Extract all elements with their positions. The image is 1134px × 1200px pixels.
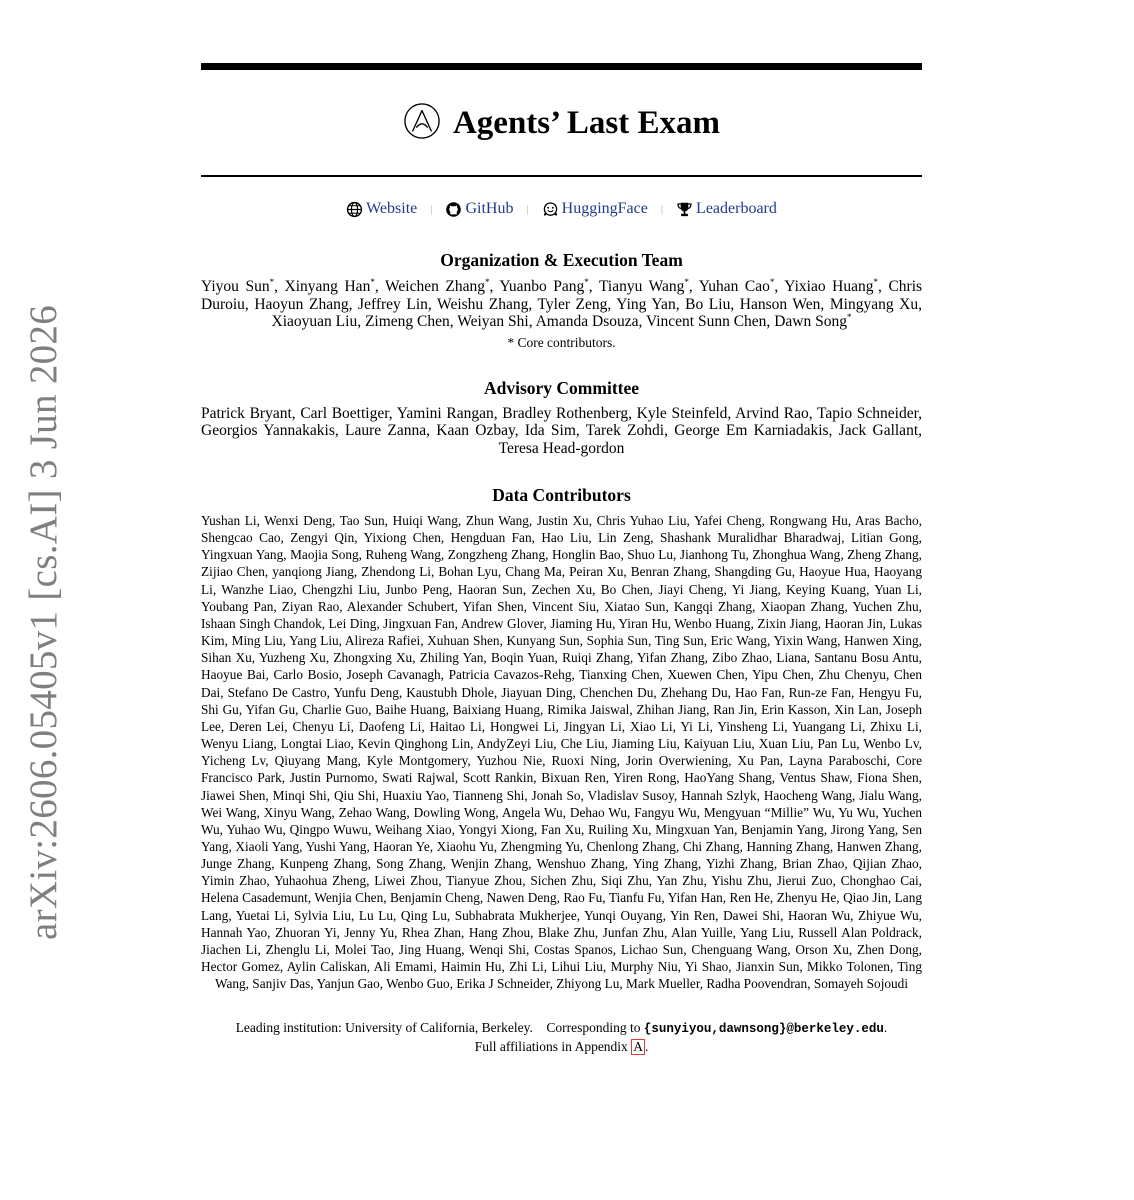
core-marker: * [370,277,375,287]
title-block [201,70,922,175]
core-author: Yuanbo Pang [499,278,585,295]
core-marker: * [873,277,878,287]
appendix-link[interactable]: A [633,1039,643,1055]
github-link[interactable] [445,199,513,219]
core-author: Weichen Zhang [385,278,485,295]
core-author: Yuhan Cao [698,278,770,295]
core-marker: * [584,277,589,287]
paper-title: Agents’ Last Exam [452,104,721,141]
huggingface-icon [542,201,559,218]
core-author: Yiyou Sun [201,278,270,295]
huggingface-link-label: HuggingFace [561,200,648,217]
arxiv-identifier: arXiv:2606.05405v1 [cs.AI] 3 Jun 2026 [22,304,65,940]
data-contributors-heading: Data Contributors [492,485,631,505]
github-icon [445,201,462,218]
affiliations-period: . [644,1039,649,1055]
core-marker: * [846,312,852,322]
core-marker: * [684,277,689,287]
github-link-label: GitHub [465,200,514,217]
core-author: Xinyang Han [284,278,371,295]
link-separator: | [660,203,664,215]
website-link[interactable] [346,199,417,219]
paper-front-page [201,63,922,1056]
affiliations-line [201,1038,922,1056]
core-marker: * [485,277,490,287]
leading-institution-line [201,1019,922,1038]
affiliations-label: Full affiliations in Appendix [474,1039,628,1055]
footer-notes [201,1019,922,1056]
title-rule [201,175,922,177]
core-author: Tianyu Wang [598,278,685,295]
core-marker: * [769,277,775,287]
email-period: . [883,1020,888,1036]
link-separator: | [430,203,433,215]
trophy-icon [676,201,693,218]
globe-icon [346,201,363,218]
leaderboard-link[interactable] [676,199,777,219]
org-team-names: Yiyou Sun*, Xinyang Han*, Weichen Zhang*, Yuanbo Pang*, Tianyu Wang*, Yuhan Cao*, Yixiao Huang*, Chris Duroiu, Haoyun Zhang, Jeffrey Lin, Weishu Zhang, Tyler Zeng, Ying Yan, Bo Liu, Hanson Wen, Mingyang Xu, Xiaoyuan Liu, Zimeng Chen, Weiyan Shi, Amanda Dsouza, Vincent Sunn Chen, Dawn Song* [201,277,923,330]
website-link-label: Website [366,200,418,217]
top-rule [201,63,922,70]
core-marker: * [269,277,275,287]
link-separator: | [526,203,529,215]
advisory-heading: Advisory Committee [483,377,640,398]
leading-institution: Leading institution: University of California, Berkeley. [235,1020,533,1036]
advisory-names: Patrick Bryant, Carl Boettiger, Yamini Rangan, Bradley Rothenberg, Kyle Steinfeld, Arvind Rao, Tapio Schneider, Georgios Yannakakis, Laure Zanna, Kaan Ozbay, Ida Sim, Tarek Zohdi, George Em Karniadakis, Jack Gallant, Teresa Head-gordon [201,404,922,457]
core-author: Yixiao Huang [784,278,874,295]
data-contributors-names: Yushan Li, Wenxi Deng, Tao Sun, Huiqi Wang, Zhun Wang, Justin Xu, Chris Yuhao Liu, Yafei Cheng, Rongwang Hu, Aras Bacho, Shengcao Cao, Zengyi Qin, Yixiong Chen, Hengduan Fan, Hao Liu, Lin Zeng, Shashank Muralidhar Bharadwaj, Litian Gong, Yingxuan Yang, Maojia Song, Ruheng Wang, Zongzheng Zhang, Honglin Bao, Shuo Lu, Jianhong Tu, Zhonghua Wang, Zheng Zhang, Zijiao Chen, yanqiong Jiang, Zhendong Li, Bohan Lyu, Chang Ma, Peiran Xu, Benran Zhang, Shangding Gu, Haoyue Hua, Haoyang Li, Wanzhe Liao, Chengzhi Liu, Junbo Peng, Haoran Sun, Zechen Xu, Bo Chen, Jiayi Cheng, Yi Jiang, Keying Kuang, Yuan Li, Youbang Pan, Ziyan Rao, Alexander Schubert, Yifan Shen, Vincent Siu, Xiatao Sun, Kangqi Zhang, Xiaopan Zhang, Yuchen Zhu, Ishaan Singh Chandok, Lei Ding, Jingxuan Fan, Andrew Glover, Jiaming Hu, Yiran Hu, Wenbo Huang, Zixin Jiang, Haoran Jin, Lukas Kim, Ming Liu, Yang Liu, Alireza Rafiei, Xuhuan Shen, Kunyang Sun, Sophia Sun, Ting Sun, Eric Wang, Yixin Wang, Hanwen Xing, Sihan Xu, Yuzheng Xu, Zhongxing Xu, Zhiling Yan, Boqin Yuan, Ruiqi Zhang, Yifan Zhang, Zibo Zhao, Liana, Santanu Bosu Antu, Haoyue Bai, Carlo Bosio, Joseph Cavanagh, Patricia Cavazos-Rehg, Tianxing Chen, Xuewen Chen, Yipu Chen, Zhu Chenyu, Chen Dai, Stefano De Castro, Yunfu Deng, Kaustubh Dhole, Jiayuan Ding, Chenchen Du, Zhehang Du, Hao Fan, Run-ze Fan, Hengyu Fu, Shi Gu, Yifan Gu, Charlie Guo, Baihe Huang, Baixiang Huang, Rimika Jaiswal, Zhihan Jiang, Ran Jin, Erin Kasson, Xin Lan, Joseph Lee, Deren Lei, Chenyu Li, Daofeng Li, Haitao Li, Hongwei Li, Jingyan Li, Xiao Li, Yi Li, Yinsheng Li, Yuangang Li, Zhixu Li, Wenyu Liang, Longtai Liao, Kevin Qinghong Lin, AndyZeyi Liu, Che Liu, Jiaming Liu, Kaiyuan Liu, Xuan Liu, Pan Lu, Wenbo Lv, Yicheng Lv, Qiuyang Mang, Kyle Montgomery, Yuzhou Nie, Ruoxi Ning, Jorin Overwiening, Xu Pan, Layna Paraboschi, Core Francisco Park, Justin Purnomo, Swati Rajwal, Scott Rankin, Bixuan Ren, Yiren Rong, HaoYang Shang, Ventus Shaw, Fiona Shen, Jiawei Shen, Minqi Shi, Qiu Shi, Huaxiu Yao, Tianneng Shi, Jonah So, Vladislav Susoy, Hannah Szlyk, Haocheng Wang, Jialu Wang, Wei Wang, Xinyu Wang, Zehao Wang, Dowling Wong, Angela Wu, Dehao Wu, Fangyu Wu, Mengyuan “Millie” Wu, Yu Wu, Yuchen Wu, Yuhao Wu, Qingpo Wuwu, Weihang Xiao, Yongyi Xiong, Fan Xu, Ruiling Xu, Mingxuan Yan, Benjamin Yang, Jirong Yang, Sen Yang, Xiaoli Yang, Yushi Yang, Haoran Ye, Xiaohu Yu, Zhengming Yu, Chenlong Zhang, Chi Zhang, Hanning Zhang, Hanwen Zhang, Junge Zhang, Kunpeng Zhang, Song Zhang, Wenjin Zhang, Wenshuo Zhang, Ying Zhang, Yizhi Zhang, Brian Zhao, Qijian Zhao, Yimin Zhao, Yuhaohua Zheng, Liwei Zhou, Tianyue Zhou, Sichen Zhu, Siqi Zhu, Yan Zhu, Yishu Zhu, Jierui Zuo, Chonghao Cai, Helena Casademunt, Wenjia Chen, Benjamin Cheng, Nawen Deng, Rao Fu, Tianfu Fu, Yifan Han, Ren He, Zhenyu He, Qiao Jin, Lang Lang, Yuetai Li, Sylvia Liu, Lu Lu, Qing Lu, Subhabrata Mukherjee, Yunqi Ouyang, Yin Ren, Dawei Shi, Haoran Wu, Zhiyue Wu, Hannah Yao, Zhuoran Yi, Jenny Yu, Rhea Zhan, Hang Zhou, Blake Zhu, Junfan Zhu, Alan Yuille, Yang Liu, Russell Alan Poldrack, Jiachen Li, Zhenglu Li, Molei Tao, Jing Huang, Wenqi Shi, Costas Spanos, Lichao Sun, Chenguang Wang, Orson Xu, Zhen Dong, Hector Gomez, Aylin Caliskan, Ali Emami, Haimin Hu, Zhi Li, Lihui Liu, Murphy Niu, Yi Shao, Jianxin Sun, Mikko Tolonen, Ting Wang, Sanjiv Das, Yanjun Gao, Wenbo Guo, Erika J Schneider, Zhiyong Lu, Mark Mueller, Radha Poovendran, Somayeh Sojoudi [201,513,922,992]
other-authors: Chris Duroiu, Haoyun Zhang, Jeffrey Lin, Weishu Zhang, Tyler Zeng, Ying Yan, Bo Liu, Hanson Wen, Mingyang Xu, Xiaoyuan Liu, Zimeng Chen, Weiyan Shi, Amanda Dsouza, Vincent Sunn Chen, [201,278,923,330]
resource-links [201,199,922,219]
org-team-heading: Organization & Execution Team [440,250,683,270]
corresponding-email[interactable]: {sunyiyou,dawnsong}@berkeley.edu [643,1022,884,1037]
leaderboard-link-label: Leaderboard [696,200,777,217]
core-contributors-note: * Core contributors. [507,334,616,350]
huggingface-link[interactable] [542,199,648,219]
core-author: Dawn Song [774,313,847,330]
corresponding-label: Corresponding to [546,1020,641,1036]
agents-logo-icon [403,102,441,140]
